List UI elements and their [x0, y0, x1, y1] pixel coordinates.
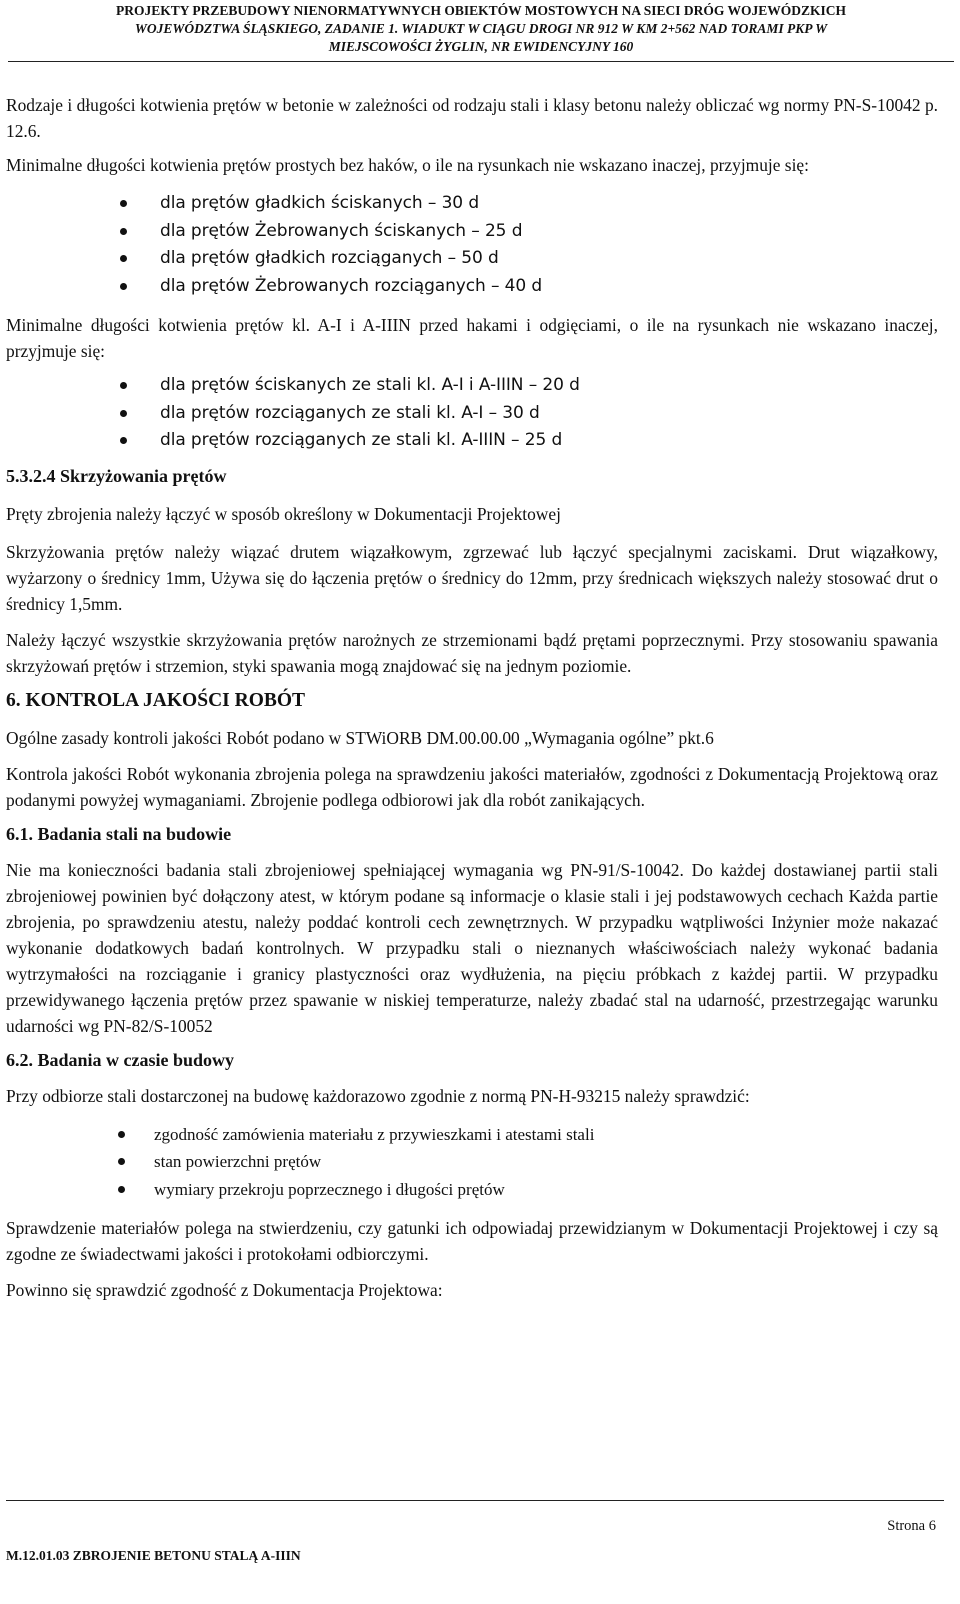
section-heading-5-3-2-4: 5.3.2.4 Skrzyżowania prętów — [6, 465, 227, 486]
paragraph-quality-control: Kontrola jakości Robót wykonania zbrojenia polega na sprawdzeniu jakości materiałów, zgodności z Dokumentacją Projektową oraz podanymi powyżej wymaganiami. Zbrojenie podlega odbiorowi jak dla robót zanikających. — [6, 763, 938, 810]
paragraph-min-anchorage-hooks: Minimalne długości kotwienia prętów kl. A-I i A-IIIN przed hakami i odgięciami, o ile na rysunkach nie wskazano inaczej, przyjmuje się: — [6, 315, 938, 361]
paragraph-steel-testing: Nie ma konieczności badania stali zbrojeniowej spełniającej wymagania wg PN-91/S-10042. Do każdej dostawianej partii stali zbrojeniowej powinien być dołączony atest, w którym podane są informacje o klasie stali i jej podstawowych cechach Każda partie zbrojenia, po sprawdzeniu atestu, należy poddać kontroli cech zewnętrznych. W przypadku wątpliwości Inżynier może nakazać wykonanie dodatkowych badań kontrolnych. W przypadku stali o nieznanych właściwościach należy wykonać badania wytrzymałości na rozciąganie i granicy plastyczności oraz wydłużenia, na pięciu próbkach z każdej partii. W przypadku przewidywanego łączenia prętów przez spawanie w niskiej temperaturze, należy zbadać stal na udarność, przestrzegając warunku udarności wg PN-82/S-10052 — [6, 859, 938, 1036]
paragraph-crossings: Skrzyżowania prętów należy wiązać drutem wiązałkowym, zgrzewać lub łączyć specjalnymi zaciskami. Drut wiązałkowy, wyżarzony o średnicy 1mm, Używa się do łączenia prętów o średnicy do 12mm, przy średnicach większych należy stosować drut o średnicy 1,5mm. — [6, 541, 938, 614]
list-item: dla prętów rozciąganych ze stali kl. A-IIIN – 25 d — [160, 427, 938, 455]
list-item: stan powierzchni prętów — [154, 1148, 938, 1176]
paragraph-anchorage-norm: Rodzaje i długości kotwienia prętów w betonie w zależności od rodzaju stali i klasy betonu należy obliczać wg normy PN-S-10042 p. 12.6. — [6, 95, 938, 141]
list-item: wymiary przekroju poprzecznego i długości prętów — [154, 1176, 938, 1204]
list-item: dla prętów rozciąganych ze stali kl. A-I – 30 d — [160, 400, 938, 428]
paragraph-acceptance: Przy odbiorze stali dostarczonej na budowę każdorazowo zgodnie z normą PN-H-93215 należy sprawdzić: — [6, 1085, 750, 1106]
section-heading-6-1: 6.1. Badania stali na budowie — [6, 823, 232, 844]
page-number: Strona 6 — [887, 1518, 936, 1534]
paragraph-compliance: Powinno się sprawdzić zgodność z Dokumentacja Projektowa: — [6, 1280, 443, 1300]
list-item: dla prętów ściskanych ze stali kl. A-I i A-IIIN – 20 d — [160, 372, 938, 400]
list-item: zgodność zamówienia materiału z przywieszkami i atestami stali — [154, 1121, 938, 1149]
list-item: dla prętów Żebrowanych ściskanych – 25 d — [160, 218, 938, 246]
anchorage-list-straight — [6, 190, 938, 300]
paragraph-joining: Pręty zbrojenia należy łączyć w sposób określony w Dokumentacji Projektowej — [6, 503, 561, 524]
document-code: M.12.01.03 ZBROJENIE BETONU STALĄ A-IIIN — [6, 1548, 301, 1563]
paragraph-min-anchorage: Minimalne długości kotwienia prętów prostych bez haków, o ile na rysunkach nie wskazano inaczej, przyjmuje się: — [6, 155, 809, 175]
page-header — [8, 0, 954, 62]
paragraph-material-check: Sprawdzenie materiałów polega na stwierdzeniu, czy gatunki ich odpowiadaj przewidzianym w Dokumentacji Projektowej i czy są zgodne ze świadectwami jakości i protokołami odbiorczymi. — [6, 1218, 938, 1264]
list-item: dla prętów gładkich ściskanych – 30 d — [160, 190, 938, 218]
header-line-2: WOJEWÓDZTWA ŚLĄSKIEGO, ZADANIE 1. WIADUKT W CIĄGU DROGI NR 912 W KM 2+562 NAD TORAMI PKP W — [134, 21, 828, 36]
paragraph-general-rules: Ogólne zasady kontroli jakości Robót podano w STWiORB DM.00.00.00 „Wymagania ogólne” pkt.6 — [6, 727, 714, 748]
list-item: dla prętów Żebrowanych rozciąganych – 40 d — [160, 273, 938, 301]
anchorage-list-hooks — [6, 372, 938, 455]
paragraph-corner-crossings: Należy łączyć wszystkie skrzyżowania prętów narożnych ze strzemionami bądź prętami poprzecznymi. Przy stosowaniu spawania skrzyżowań prętów i strzemion, styki spawania mogą znajdować się na jednym poziomie. — [6, 629, 938, 676]
check-list — [6, 1121, 938, 1204]
section-heading-6: 6. KONTROLA JAKOŚCI ROBÓT — [6, 689, 306, 711]
footer-divider — [6, 1500, 944, 1501]
header-line-1: PROJEKTY PRZEBUDOWY NIENORMATYWNYCH OBIEKTÓW MOSTOWYCH NA SIECI DRÓG WOJEWÓDZKICH — [115, 3, 847, 18]
list-item: dla prętów gładkich rozciąganych – 50 d — [160, 245, 938, 273]
header-line-3: MIEJSCOWOŚCI ŻYGLIN, NR EWIDENCYJNY 160 — [328, 39, 634, 54]
section-heading-6-2: 6.2. Badania w czasie budowy — [6, 1049, 235, 1070]
page-footer — [0, 1500, 960, 1563]
